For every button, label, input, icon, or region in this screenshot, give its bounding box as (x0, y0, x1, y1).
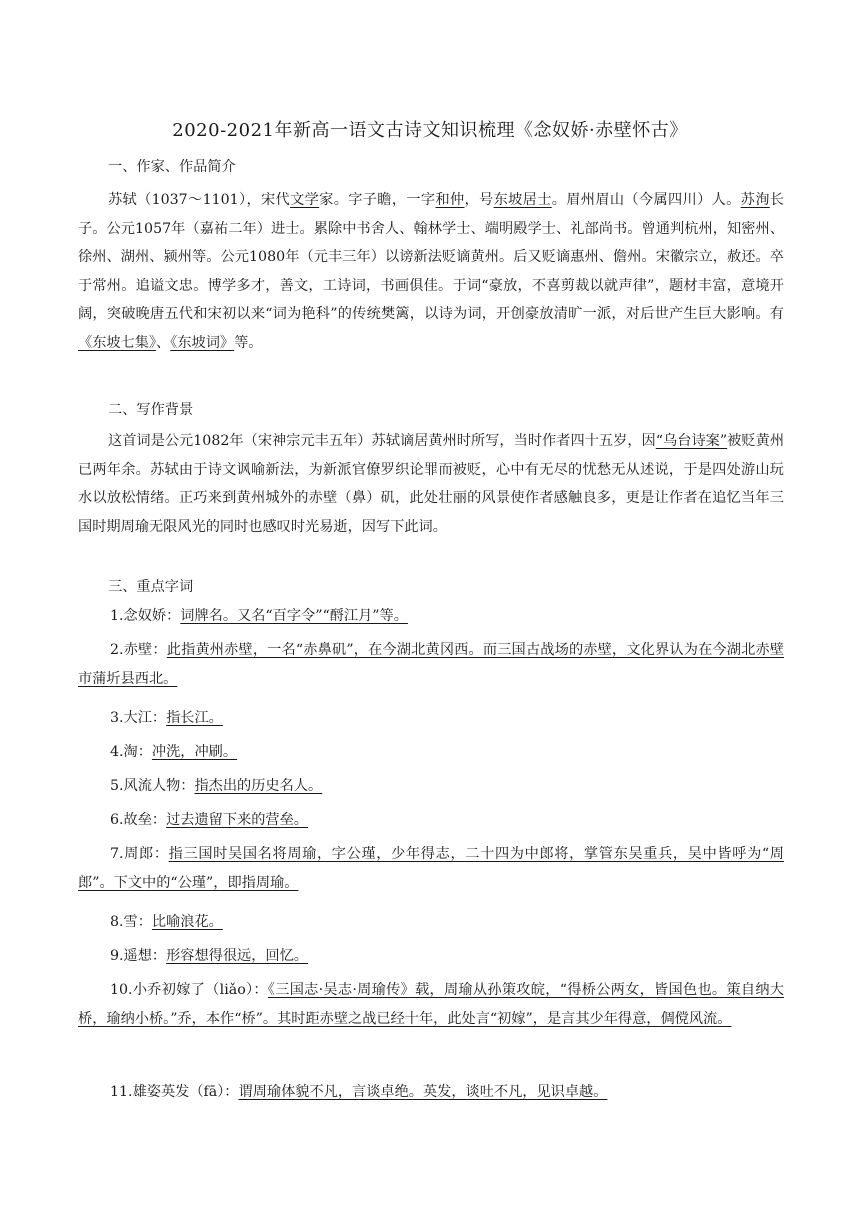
document-title: 2020-2021年新高一语文古诗文知识梳理《念奴娇·赤壁怀古》 (172, 120, 688, 141)
vocab-item (78, 840, 784, 898)
vocab-item (78, 942, 784, 971)
vocab-term: 4.淘： (110, 744, 152, 760)
vocab-item (78, 602, 784, 631)
vocab-definition: 冲洗，冲刷。 (151, 744, 238, 760)
section-heading-background: 二、写作背景 (108, 402, 194, 418)
vocab-term: 8.雪： (110, 914, 152, 930)
author-intro-paragraph (78, 186, 784, 357)
link-su-xun[interactable]: 苏洵 (740, 192, 770, 208)
link-hezhong[interactable]: 和仲 (435, 192, 465, 208)
vocab-definition: 指杰出的历史名人。 (194, 778, 323, 794)
section-heading-vocabulary: 三、重点字词 (108, 579, 194, 595)
link-dongpo-ci[interactable]: 《东坡词》 (170, 334, 235, 351)
text-span: 、 (156, 334, 171, 351)
vocab-term: 3.大江： (110, 710, 167, 726)
vocab-term: 10.小乔初嫁了（liǎo）： (110, 982, 268, 998)
vocab-term: 7.周郎： (110, 846, 169, 862)
vocab-item (78, 976, 784, 1034)
vocab-definition: 比喻浪花。 (151, 914, 223, 930)
text-span: 。眉州眉山（今属四川）人。 (551, 192, 741, 208)
vocab-term: 6.故垒： (110, 812, 167, 828)
text-span: 等。 (234, 334, 263, 351)
text-span: 苏轼（1037～1101），宋代 (108, 192, 291, 208)
vocab-item (78, 738, 784, 767)
text-span: 长子。公元1057年（嘉祐二年）进士。累除中书舍人、翰林学士、端明殿学士、礼部尚书。曾通判杭州，知密州、徐州、湖州、颍州等。公元1080年（元丰三年）以谤新法贬谪黄州。后又贬谪惠州、儋州。宋徽宗立，赦还。卒于常州。追谥文忠。博学多才，善文，工诗词，书画俱佳。于词“豪放，不喜剪裁以就声律”，题材丰富，意境开阔，突破晚唐五代和宋初以来“词为艳科”的传统樊篱，以诗为词，开创豪放清旷一派，对后世产生巨大影响。有 (78, 192, 784, 322)
background-paragraph (78, 427, 784, 541)
vocab-definition: 词牌名。又名“百字令”“酹江月”等。 (180, 608, 408, 624)
vocab-definition: 形容想得很远，回忆。 (166, 948, 308, 964)
vocab-item (78, 704, 784, 733)
vocab-term: 9.遥想： (110, 948, 167, 964)
vocab-term: 5.风流人物： (110, 778, 195, 794)
vocab-item (78, 636, 784, 694)
section-heading-author: 一、作家、作品简介 (108, 159, 236, 175)
vocab-term: 1.念奴娇： (110, 608, 181, 624)
vocab-item (78, 908, 784, 937)
link-dongpo-qiji[interactable]: 《东坡七集》 (78, 334, 157, 351)
vocab-definition: 过去遗留下来的营垒。 (166, 812, 308, 828)
text-span: ，号 (464, 192, 494, 208)
text-span: 家。字子瞻，一字 (319, 192, 436, 208)
link-dongpo-jushi[interactable]: 东坡居士 (493, 192, 552, 208)
vocab-definition: 指三国时吴国名将周瑜，字公瑾，少年得志，二十四为中郎将，掌管东吴重兵，吴中皆呼为“周郎”。下文中的“公瑾”，即指周瑜。 (78, 846, 784, 891)
vocab-term: 11.雄姿英发（fā）： (110, 1084, 239, 1100)
vocab-definition: 《三国志·吴志·周瑜传》载，周瑜从孙策攻皖，“得桥公两女，皆国色也。策自纳大桥，瑜纳小桥。”乔，本作“桥”。其时距赤壁之战已经十年，此处言“初嫁”，是言其少年得意，倜傥风流。 (78, 982, 784, 1027)
vocab-item (78, 806, 784, 835)
text-span: 这首词是公元1082年（宋神宗元丰五年）苏轼谪居黄州时所写，当时作者四十五岁，因 (108, 433, 656, 449)
vocab-definition: 谓周瑜体貌不凡，言谈卓绝。英发，谈吐不凡，见识卓越。 (238, 1084, 608, 1100)
link-literature[interactable]: 文学 (290, 192, 320, 208)
vocab-item (78, 772, 784, 801)
link-wutai-shian[interactable]: “乌台诗案” (655, 433, 728, 449)
vocab-definition: 此指黄州赤壁，一名“赤鼻矶”，在今湖北黄冈西。而三国古战场的赤壁，文化界认为在今湖北赤壁市蒲圻县西北。 (78, 642, 784, 687)
text-span: 被贬黄州已两年余。苏轼由于诗文讽喻新法，为新派官僚罗织论罪而被贬，心中有无尽的忧愁无从述说，于是四处游山玩水以放松情绪。正巧来到黄州城外的赤壁（鼻）矶，此处壮丽的风景使作者感触良多，更是让作者在追忆当年三国时期周瑜无限风光的同时也感叹时光易逝，因写下此词。 (78, 433, 785, 535)
vocab-item (78, 1078, 784, 1107)
vocab-definition: 指长江。 (166, 710, 223, 726)
vocab-term: 2.赤壁： (110, 642, 167, 658)
